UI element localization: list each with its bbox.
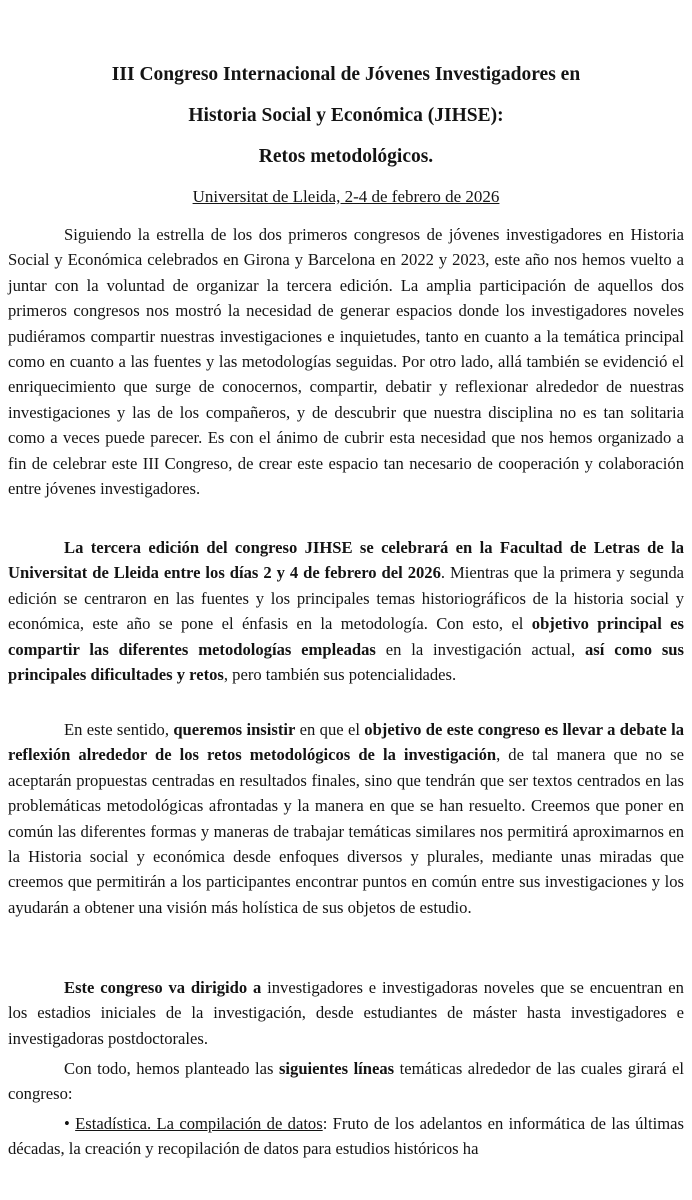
- audience-bold-1: Este congreso va dirigido a: [64, 978, 262, 997]
- thematic-line-title: Estadística. La compilación de datos: [75, 1114, 323, 1133]
- edition-paragraph: [8, 535, 684, 687]
- title-line-2: Historia Social y Económica (JIHSE):: [188, 105, 504, 126]
- thematic-line-text: : Fruto de los adelantos en informática de las últimas décadas, la creación y recopilación de datos para estudios históricos ha: [8, 1114, 684, 1159]
- title-line-3: Retos metodológicos.: [258, 146, 434, 167]
- thematic-line-item: [8, 1111, 684, 1162]
- event-location-date: [0, 186, 692, 208]
- audience-text-1: investigadores e investigadoras noveles que se encuentran en los estadios iniciales de la investigación, desde estudiantes de máster hasta investigadores e investigadoras postdoctorales.: [8, 978, 684, 1048]
- edition-bold-3: así como sus principales dificultades y retos: [8, 639, 684, 685]
- edition-bold-2: objetivo principal es compartir las diferentes metodologías empleadas: [8, 614, 685, 659]
- objective-text-2: en que el: [295, 720, 365, 739]
- objective-bold-2: objetivo de este congreso es llevar a debate la reflexión alrededor de los retos metodológicos de la investigación: [8, 720, 684, 765]
- lines-bold-1: siguientes líneas: [278, 1059, 395, 1078]
- title-line-1: III Congreso Internacional de Jóvenes Investigadores en: [111, 64, 581, 85]
- objective-paragraph: [8, 717, 684, 920]
- lines-text-1: Con todo, hemos planteado las: [64, 1059, 279, 1078]
- intro-paragraph: Siguiendo la estrella de los dos primeros congresos de jóvenes investigadores en Historia Social y Económica celebrados en Girona y Barcelona en 2022 y 2023, este año nos hemos vuelto a juntar con la voluntad de organizar la tercera edición. La amplia participación de aquellos dos primeros congresos nos mostró la necesidad de generar espacios donde los investigadores noveles pudiéramos compartir nuestras investigaciones e inquietudes, tanto en cuanto a la temática principal como en cuanto a las fuentes y las metodologías seguidas. Por otro lado, allá también se evidenció el enriquecimiento que surge de conocernos, compartir, debatir y reflexionar alrededor de nuestras investigaciones y las de los compañeros, y de descubrir que nuestra disciplina no es tan solitaria como a veces puede parecer. Es con el ánimo de cubrir esta necesidad que nos hemos organizado a fin de celebrar este III Congreso, de crear este espacio tan necesario de cooperación y colaboración entre jóvenes investigadores.: [8, 225, 684, 499]
- objective-text-3: , de tal manera que no se aceptarán propuestas centradas en resultados finales, sino que tendrán que ser textos centrados en las problemáticas metodológicas afrontadas y la manera en que se han resuelto. Creemos que poner en común las diferentes formas y maneras de trabajar temáticas similares nos permitirá aproximarnos en la Historia social y económica desde enfoques diversos y plurales, mediante unas miradas que creemos que permitirán a los participantes encontrar puntos en común entre sus investigaciones y los ayudarán a obtener una visión más holística de sus objetos de estudio.: [8, 745, 684, 917]
- edition-bold-1: La tercera edición del congreso JIHSE se celebrará en la Facultad de Letras de la Universitat de Lleida entre los días 2 y 4 de febrero del 2026: [8, 538, 684, 583]
- objective-text-1: En este sentido,: [64, 720, 174, 739]
- lines-text-2: temáticas alrededor de las cuales girará el congreso:: [8, 1059, 684, 1104]
- bullet: •: [64, 1114, 76, 1133]
- edition-text-3: , pero también sus potencialidades.: [223, 665, 457, 685]
- objective-bold-1: queremos insistir: [173, 720, 296, 739]
- edition-text-1: . Mientras que la primera y segunda edición se centraron en las fuentes y los principales temas historiográficos de la historia social y económica, este año se pone el énfasis en la metodología. Con esto, el: [8, 563, 684, 634]
- location-text: Universitat de Lleida, 2-4 de febrero de 2026: [192, 187, 500, 206]
- lines-paragraph: [8, 1056, 684, 1107]
- audience-paragraph: [8, 975, 684, 1051]
- edition-text-2: en la investigación actual,: [375, 639, 585, 659]
